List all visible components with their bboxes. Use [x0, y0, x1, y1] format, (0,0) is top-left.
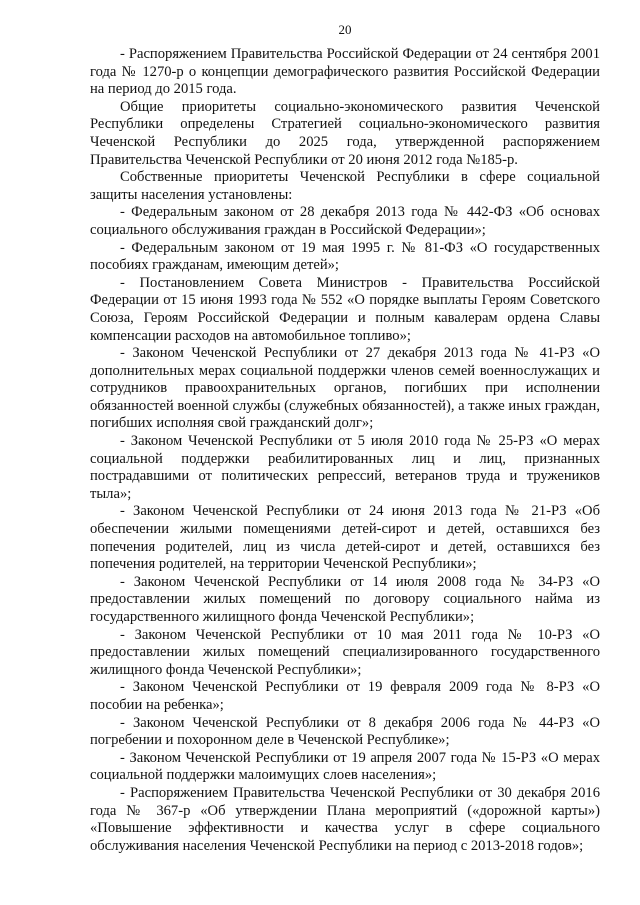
- paragraph-4: - Федеральным законом от 28 декабря 2013 года № 442-ФЗ «Об основах социального обслуживания граждан в Российской Федерации»;: [90, 204, 600, 238]
- paragraph-6: - Постановлением Совета Министров - Правительства Российской Федерации от 15 июня 1993 года № 552 «О порядке выплаты Героям Советского Союза, Героям Российской Федерации и полным кавалерам ордена Славы компенсации расходов на автомобильное топливо»;: [90, 274, 600, 344]
- paragraph-8: - Законом Чеченской Республики от 5 июля 2010 года № 25-РЗ «О мерах социальной поддержки реабилитированных лиц и лиц, признанных пострадавшими от политических репрессий, ветеранов труда и тружеников тыла»;: [90, 433, 600, 502]
- page-number: 20: [338, 22, 352, 37]
- document-body: [90, 46, 600, 855]
- paragraph-13: - Законом Чеченской Республики от 8 декабря 2006 года № 44-РЗ «О погребении и похоронном деле в Чеченской Республике»;: [90, 714, 600, 749]
- paragraph-7: - Законом Чеченской Республики от 27 декабря 2013 года № 41-РЗ «О дополнительных мерах социальной поддержки членов семей военнослужащих и сотрудников правоохранительных органов, погибших при исполнении обязанностей военной службы (служебных обязанностей), а также иных граждан, погибших исполняя свой гражданский долг»;: [90, 345, 600, 432]
- paragraph-12: - Законом Чеченской Республики от 19 февраля 2009 года № 8-РЗ «О пособии на ребенка»;: [90, 679, 600, 713]
- paragraph-1: - Распоряжением Правительства Российской Федерации от 24 сентября 2001 года № 1270-р о концепции демографического развития Российской Федерации на период до 2015 года.: [90, 46, 600, 98]
- paragraph-14: - Законом Чеченской Республики от 19 апреля 2007 года № 15-РЗ «О мерах социальной поддержки малоимущих слоев населения»;: [90, 749, 600, 784]
- paragraph-11: - Законом Чеченской Республики от 10 мая 2011 года № 10-РЗ «О предоставлении жилых помещений специализированного государственного жилищного фонда Чеченской Республики»;: [90, 626, 600, 678]
- paragraph-3: Собственные приоритеты Чеченской Республики в сфере социальной защиты населения установлены:: [90, 169, 600, 203]
- paragraph-2: Общие приоритеты социально-экономического развития Чеченской Республики определены Стратегией социально-экономического развития Чеченской Республики до 2025 года, утвержденной распоряжением Правительства Чеченской Республики от 20 июня 2012 года №185-р.: [90, 98, 600, 168]
- paragraph-9: - Законом Чеченской Республики от 24 июня 2013 года № 21-РЗ «Об обеспечении жилыми помещениями детей-сирот и детей, оставшихся без попечения родителей, лиц из числа детей-сирот и детей, оставшихся без попечения родителей, на территории Чеченской Республики»;: [90, 503, 600, 573]
- paragraph-15: - Распоряжением Правительства Чеченской Республики от 30 декабря 2016 года № 367-р «Об утверждении Плана мероприятий («дорожной карты») «Повышение эффективности и качества услуг в сфере социального обслуживания населения Чеченской Республики на период с 2013-2018 годов»;: [90, 784, 600, 854]
- paragraph-10: - Законом Чеченской Республики от 14 июля 2008 года № 34-РЗ «О предоставлении жилых помещений по договору социального найма из государственного жилищного фонда Чеченской Республики»;: [90, 573, 600, 625]
- paragraph-5: - Федеральным законом от 19 мая 1995 г. № 81-ФЗ «О государственных пособиях гражданам, имеющим детей»;: [90, 239, 600, 274]
